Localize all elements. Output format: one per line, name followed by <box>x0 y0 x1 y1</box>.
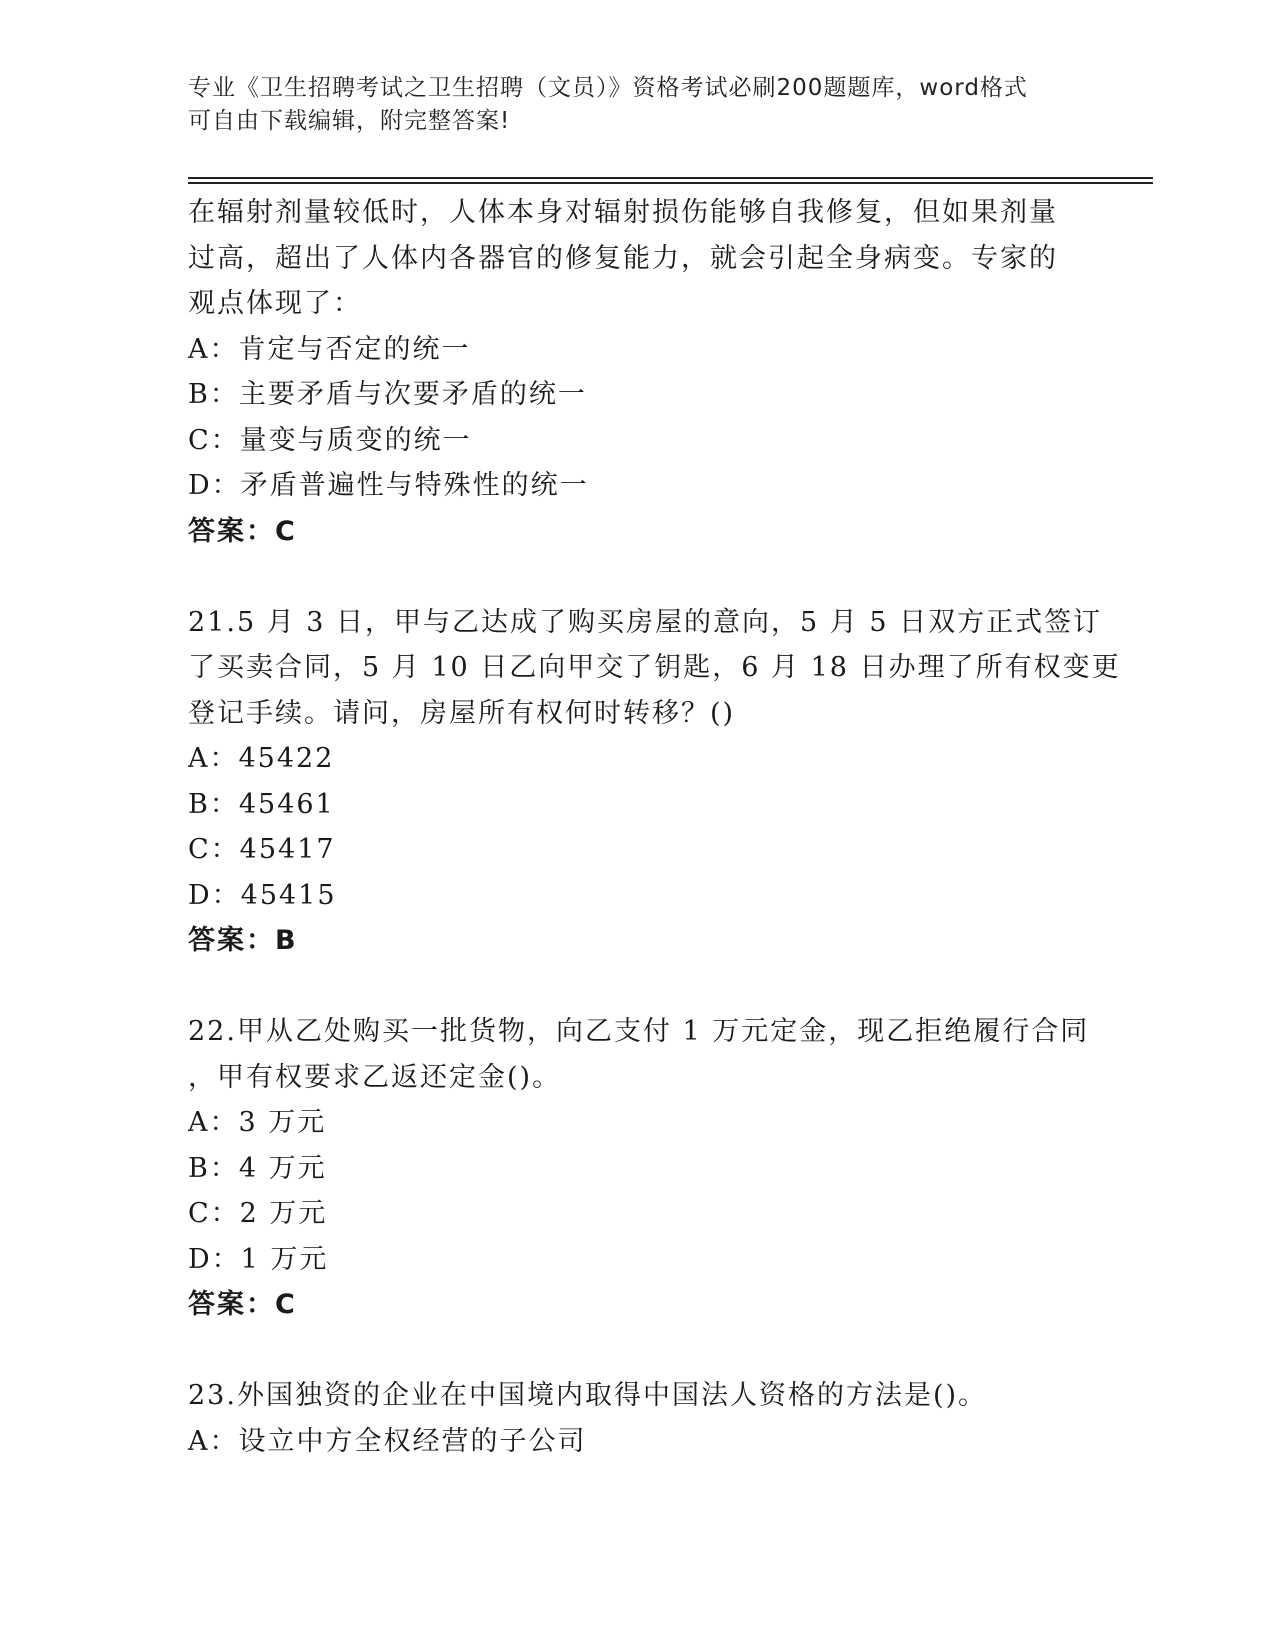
question-stem-line: 过高，超出了人体内各器官的修复能力，就会引起全身病变。专家的 <box>188 242 1058 274</box>
option-a: A：45422 <box>188 743 335 774</box>
header-line-2: 可自由下载编辑，附完整答案! <box>188 108 511 134</box>
question-stem-line: 了买卖合同，5 月 10 日乙向甲交了钥匙，6 月 18 日办理了所有权变更 <box>188 652 1121 683</box>
question-stem-line: 登记手续。请问，房屋所有权何时转移？() <box>188 697 736 729</box>
option-b: B：4 万元 <box>188 1152 327 1184</box>
question-stem-line: ，甲有权要求乙返还定金()。 <box>188 1061 562 1093</box>
question-stem-line: 23.外国独资的企业在中国境内取得中国法人资格的方法是()。 <box>188 1380 988 1411</box>
header-divider-bottom <box>188 182 1153 184</box>
option-a: A：设立中方全权经营的子公司 <box>188 1425 587 1457</box>
option-d: D：矛盾普遍性与特殊性的统一 <box>188 470 589 501</box>
option-d: D：45415 <box>188 879 337 911</box>
answer-line: 答案：C <box>188 515 297 547</box>
question-spacer <box>188 1328 1088 1374</box>
question-block <box>188 190 1088 554</box>
question-stem-line: 在辐射剂量较低时，人体本身对辐射损伤能够自我修复，但如果剂量 <box>188 197 1058 228</box>
option-d: D：1 万元 <box>188 1243 329 1275</box>
header-line-1: 专业《卫生招聘考试之卫生招聘（文员）》资格考试必刷200题题库，word格式 <box>188 75 1028 101</box>
option-a: A：肯定与否定的统一 <box>188 333 471 365</box>
question-block-23 <box>188 1373 1088 1464</box>
question-stem-line: 21.5 月 3 日，甲与乙达成了购买房屋的意向，5 月 5 日双方正式签订 <box>188 606 1103 638</box>
answer-line: 答案：C <box>188 1289 297 1320</box>
document-header <box>188 72 1088 138</box>
question-list <box>188 190 1121 1464</box>
question-spacer <box>188 554 1088 600</box>
option-c: C：2 万元 <box>188 1198 328 1229</box>
option-c: C：45417 <box>188 834 336 865</box>
header-divider-top <box>188 177 1153 179</box>
option-a: A：3 万元 <box>188 1107 327 1138</box>
question-block-22 <box>188 1009 1088 1328</box>
question-stem-line: 22.甲从乙处购买一批货物，向乙支付 1 万元定金，现乙拒绝履行合同 <box>188 1016 1090 1047</box>
option-b: B：45461 <box>188 788 335 820</box>
answer-line: 答案：B <box>188 925 298 956</box>
question-stem-line: 观点体现了： <box>188 288 362 319</box>
question-block-21 <box>188 600 1121 964</box>
question-spacer <box>188 964 1088 1010</box>
option-b: B：主要矛盾与次要矛盾的统一 <box>188 379 587 410</box>
option-c: C：量变与质变的统一 <box>188 424 472 456</box>
